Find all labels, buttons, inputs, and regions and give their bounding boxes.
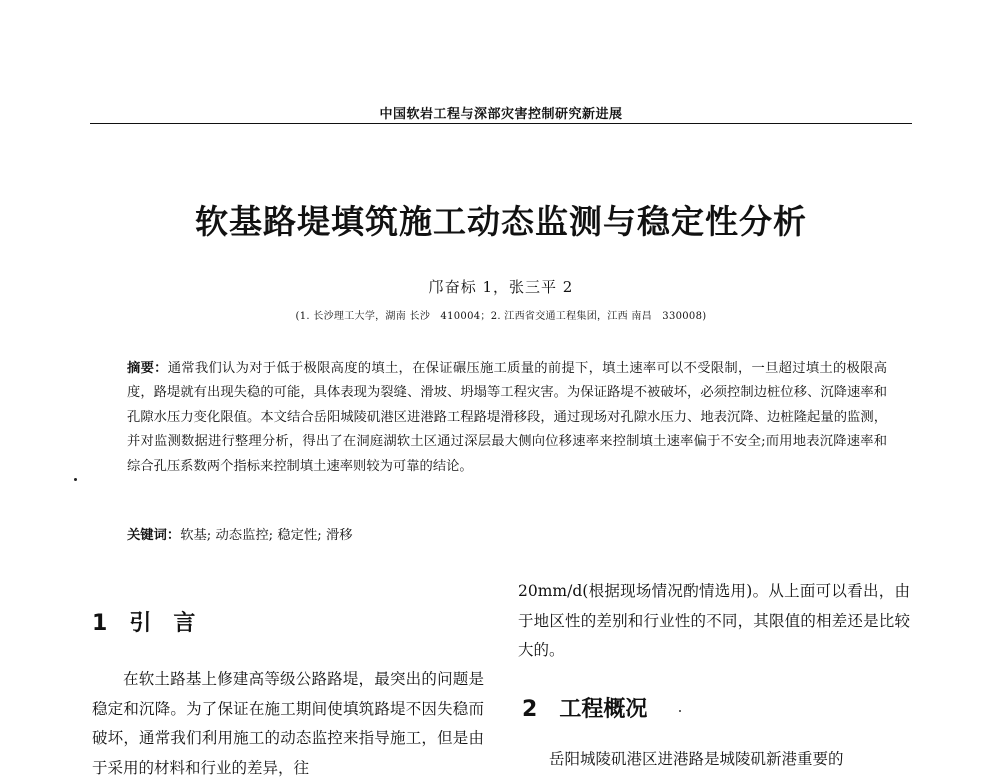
abstract-text: 通常我们认为对于低于极限高度的填土，在保证碾压施工质量的前提下，填土速率可以不受限制，一旦超过填土的极限高度，路堤就有出现失稳的可能，具体表现为裂缝、滑坡、坍塌等工程灾害。为保证路堤不被破坏，必须控制边桩位移、沉降速率和孔隙水压力变化限值。本文结合岳阳城陵矶港区进港路工程路堤滑移段，通过现场对孔隙水压力、地表沉降、边桩隆起量的监测，并对监测数据进行整理分析，得出了在洞庭湖软土区通过深层最大侧向位移速率来控制填土速率偏于不安全;而用地表沉降速率和综合孔压系数两个指标来控制填土速率则较为可靠的结论。 (127, 361, 888, 474)
section-1-number: 1 (92, 611, 108, 636)
section-2-paragraph: 岳阳城陵矶港区进港路是城陵矶新港重要的 (549, 750, 844, 768)
section-2-number: 2 (522, 697, 538, 722)
abstract (127, 357, 887, 479)
paper-title: 软基路堤填筑施工动态监测与稳定性分析 (195, 202, 807, 241)
running-header: 中国软岩工程与深部灾害控制研究新进展 (379, 107, 623, 122)
section-1-title: 引言 (129, 611, 218, 636)
abstract-label: 摘要： (127, 361, 168, 376)
header-rule (90, 123, 912, 124)
margin-mark (74, 478, 77, 481)
left-column (92, 665, 484, 783)
right-column (518, 577, 910, 666)
right-column-continuation: 20mm/d(根据现场情况酌情选用)。从上面可以看出，由于地区性的差别和行业性的不同，其限值的相差还是比较大的。 (518, 582, 910, 659)
stray-mark (679, 710, 681, 712)
keywords (127, 524, 887, 548)
keywords-label: 关键词： (127, 528, 181, 543)
affiliations: (1. 长沙理工大学，湖南 长沙 410004；2. 江西省交通工程集团，江西 南昌 330008) (295, 311, 707, 322)
section-1-paragraph: 在软土路基上修建高等级公路路堤，最突出的问题是稳定和沉降。为了保证在施工期间使填筑路堤不因失稳而破坏，通常我们利用施工的动态监控来指导施工，但是由于采用的材料和行业的差异，往 (92, 670, 484, 777)
keywords-text: 软基; 动态监控; 稳定性; 滑移 (180, 528, 353, 543)
section-2-title: 工程概况 (559, 697, 648, 722)
authors: 邝奋标 1，张三平 2 (428, 278, 574, 296)
section-1-heading (92, 606, 217, 637)
section-2-heading (522, 692, 647, 723)
